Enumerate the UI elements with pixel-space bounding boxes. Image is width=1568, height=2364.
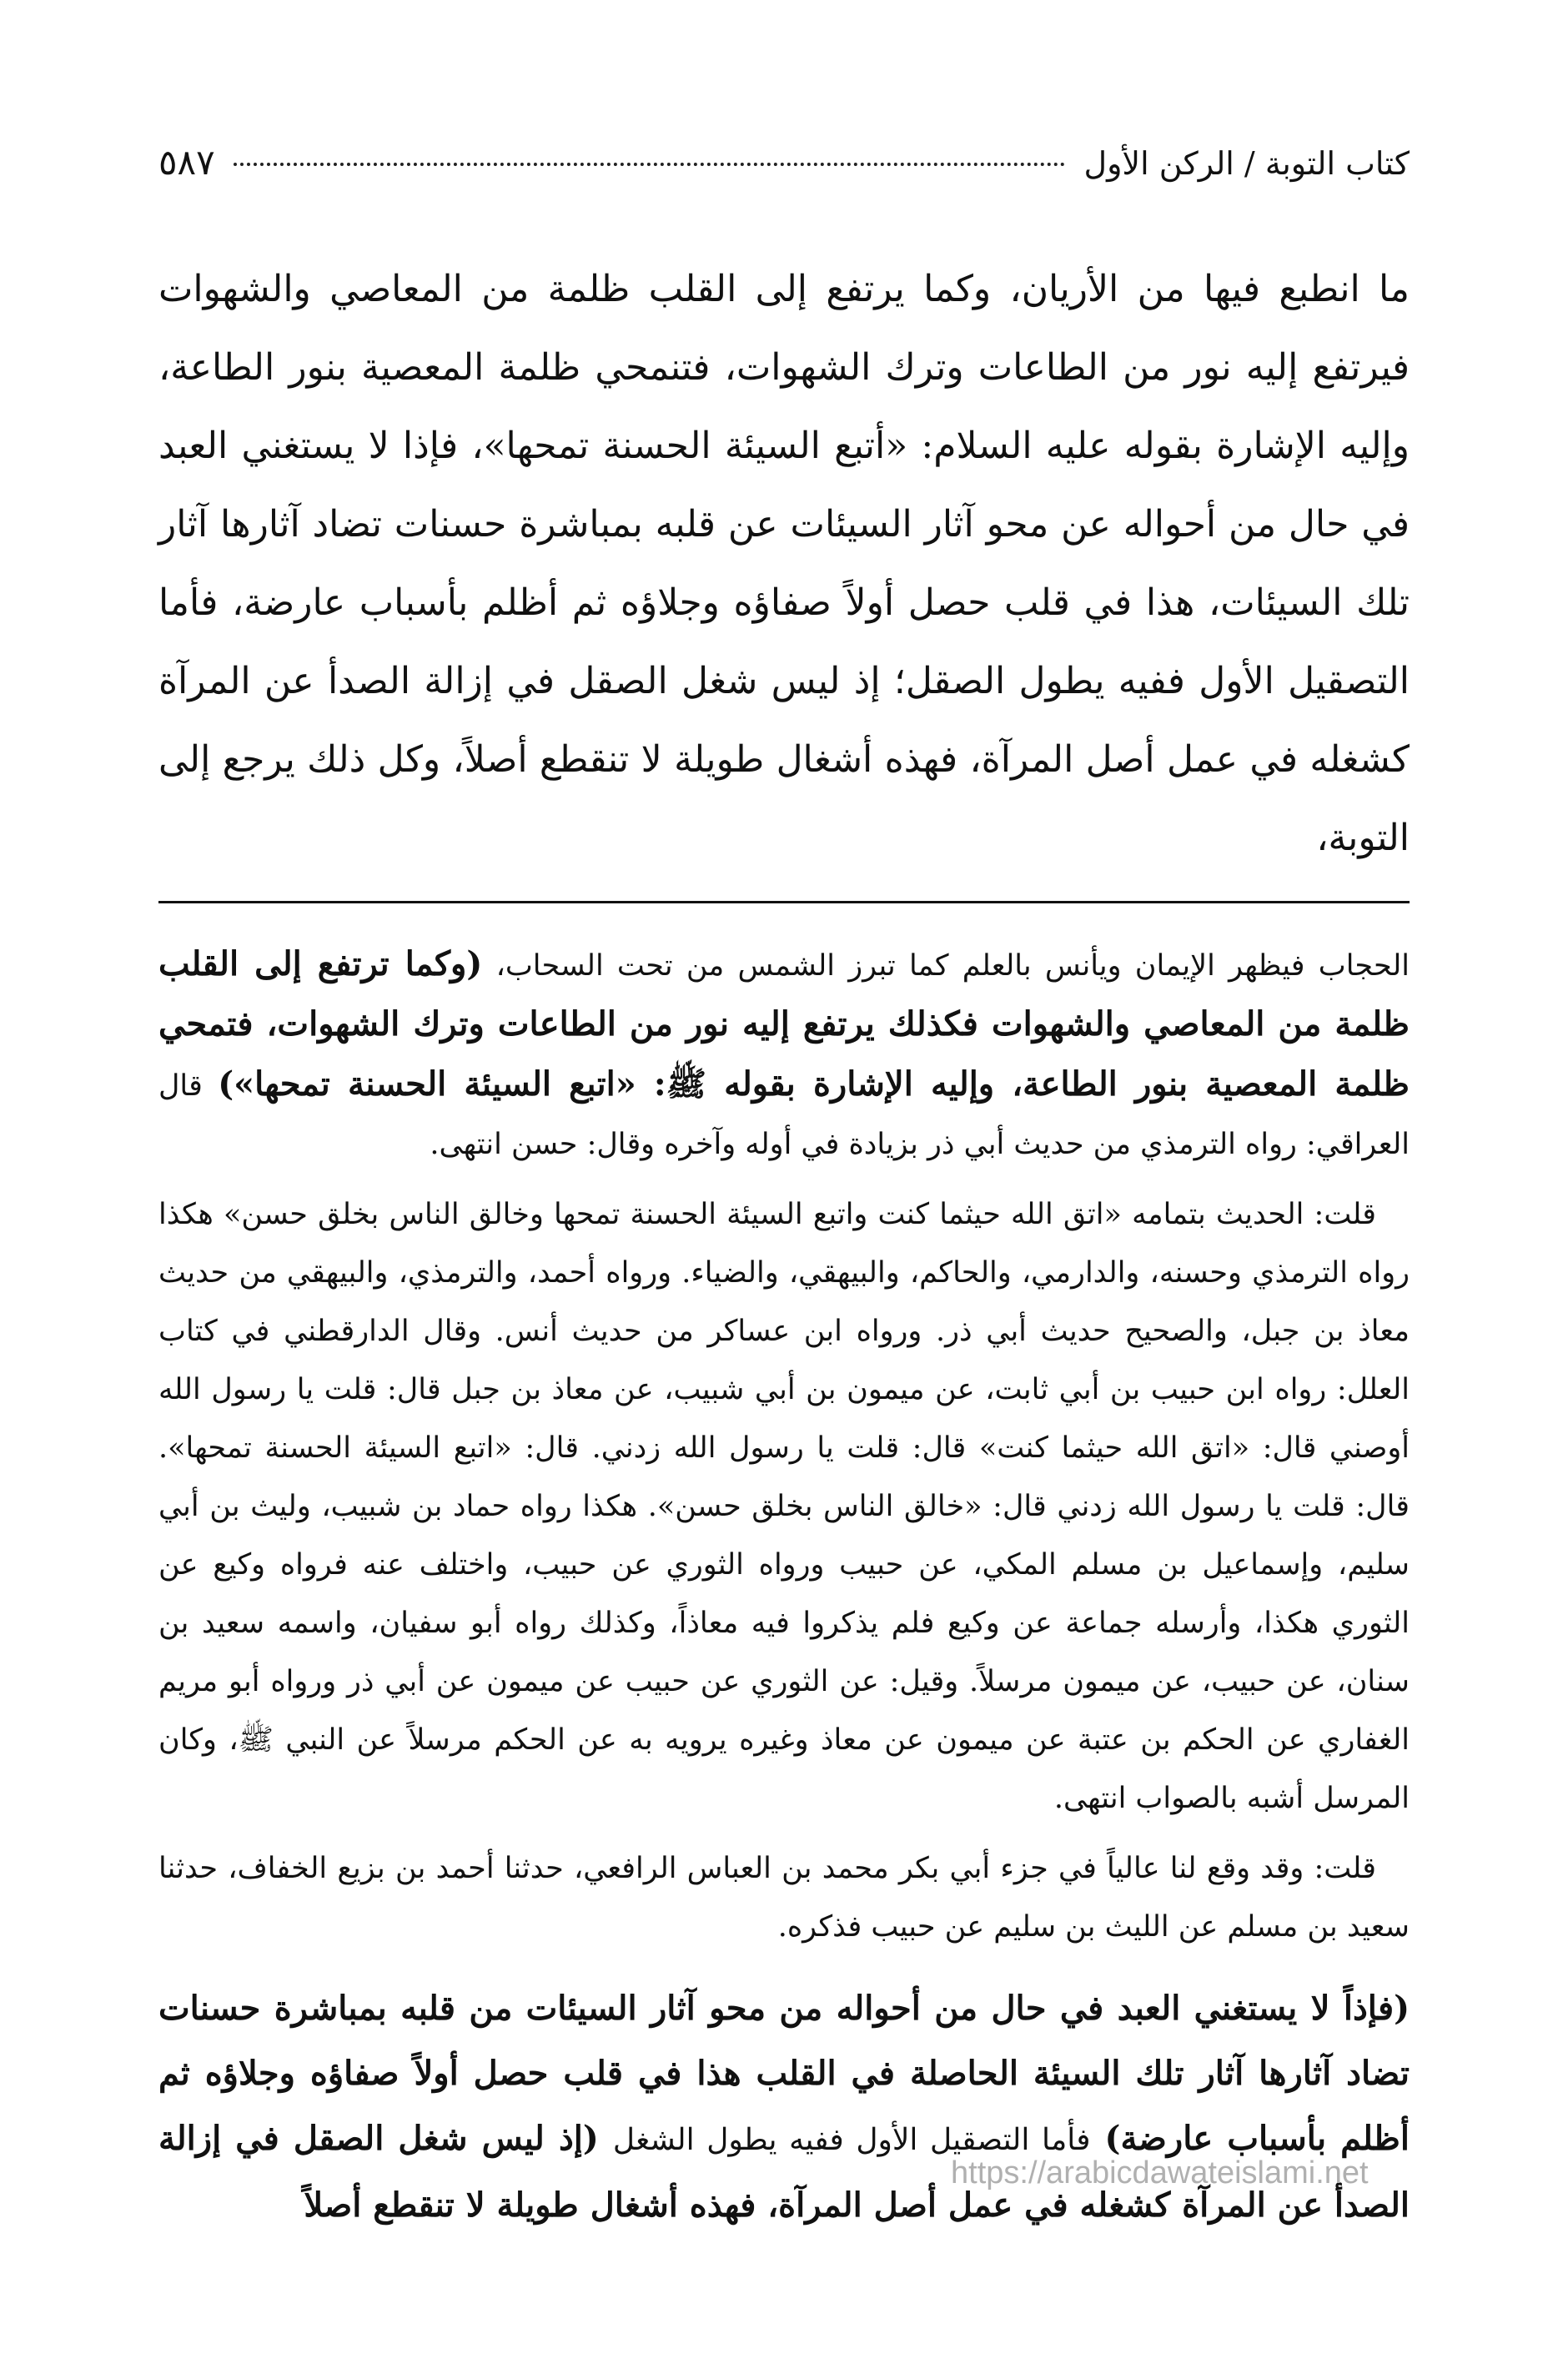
leader-dots — [234, 163, 1066, 166]
commentary — [158, 935, 1410, 1956]
closing-matn-2: (إذ ليس شغل الصقل في إزالة الصدأ عن المرآة كشغله في عمل أصل المرآة، فهذه أشغال طويلة لا تنقطع أصلاً — [158, 2119, 1410, 2225]
running-header — [158, 142, 1410, 200]
book-page — [158, 142, 1410, 2238]
commentary-paragraph-1 — [158, 935, 1410, 1174]
page-number: ٥٨٧ — [158, 142, 215, 183]
closing-paragraph — [158, 1976, 1410, 2238]
commentary-intro: الحجاب فيظهر الإيمان ويأنس بالعلم كما تبرز الشمس من تحت السحاب، — [495, 949, 1410, 983]
footnote-divider — [158, 901, 1410, 903]
commentary-paragraph-2: قلت: الحديث بتمامه «اتق الله حيثما كنت واتبع السيئة الحسنة تمحها وخالق الناس بخلق حسن» هكذا رواه الترمذي وحسنه، والدارمي، والحاكم، والبيهقي، والضياء. ورواه أحمد، والترمذي، والبيهقي من حديث معاذ بن جبل، والصحيح حديث أبي ذر. ورواه ابن عساكر من حديث أنس. وقال الدارقطني في كتاب العلل: رواه ابن حبيب بن أبي ثابت، عن ميمون بن أبي شبيب، عن معاذ بن جبل قال: قلت يا رسول الله أوصني قال: «اتق الله حيثما كنت» قال: قلت يا رسول الله زدني. قال: «اتبع السيئة الحسنة تمحها». قال: قلت يا رسول الله زدني قال: «خالق الناس بخلق حسن». هكذا رواه حماد بن شبيب، وليث بن أبي سليم، وإسماعيل بن مسلم المكي، عن حبيب ورواه الثوري عن حبيب، واختلف عنه فرواه وكيع عن الثوري هكذا، وأرسله جماعة عن وكيع فلم يذكروا فيه معاذاً، وكذلك رواه أبو سفيان، واسمه سعيد بن سنان، عن حبيب، عن ميمون مرسلاً. وقيل: عن الثوري عن حبيب عن ميمون عن أبي ذر ورواه أبو مريم الغفاري عن الحكم بن عتبة عن ميمون عن معاذ وغيره يرويه به عن الحكم مرسلاً عن النبي ﷺ، وكان المرسل أشبه بالصواب انتهى. — [158, 1198, 1410, 1815]
watermark-url: https://arabicdawateislami.net — [951, 2155, 1369, 2190]
closing-commentary: فأما التصقيل الأول ففيه يطول الشغل — [612, 2123, 1091, 2157]
main-text: ما انطبع فيها من الأريان، وكما يرتفع إلى القلب ظلمة من المعاصي والشهوات فيرتفع إليه نور من الطاعات وترك الشهوات، فتنمحي ظلمة المعصية بنور الطاعة، وإليه الإشارة بقوله عليه السلام: «أتبع السيئة الحسنة تمحها»، فإذا لا يستغني العبد في حال من أحواله عن محو آثار السيئات عن قلبه بمباشرة حسنات تضاد آثارها آثار تلك السيئات، هذا في قلب حصل أولاً صفاؤه وجلاؤه ثم أظلم بأسباب عارضة، فأما التصقيل الأول ففيه يطول الصقل؛ إذ ليس شغل الصقل في إزالة الصدأ عن المرآة كشغله في عمل أصل المرآة، فهذه أشغال طويلة لا تنقطع أصلاً، وكل ذلك يرجع إلى التوبة، — [158, 268, 1410, 859]
iraqi-note: قال العراقي: رواه الترمذي من حديث أبي ذر بزيادة في أوله وآخره وقال: حسن انتهى. — [158, 1069, 1410, 1161]
chapter-title: كتاب التوبة / الركن الأول — [1083, 145, 1410, 182]
commentary-paragraph-3: قلت: وقد وقع لنا عالياً في جزء أبي بكر محمد بن العباس الرافعي، حدثنا أحمد بن بزيع الخفاف، حدثنا سعيد بن مسلم عن الليث بن سليم عن حبيب فذكره. — [158, 1852, 1410, 1944]
quoted-matn: (وكما ترتفع إلى القلب ظلمة من المعاصي والشهوات فكذلك يرتفع إليه نور من الطاعات وترك الشهوات، فتمحي ظلمة المعصية بنور الطاعة، وإليه الإشارة بقوله ﷺ: «اتبع السيئة الحسنة تمحها») — [158, 944, 1410, 1104]
closing-matn-1: (فإذاً لا يستغني العبد في حال من أحواله من محو آثار السيئات من قلبه بمباشرة حسنات تضاد آثارها آثار تلك السيئة الحاصلة في القلب هذا في قلب حصل أولاً صفاؤه وجلاؤه ثم أظلم بأسباب عارضة) — [158, 1989, 1410, 2158]
